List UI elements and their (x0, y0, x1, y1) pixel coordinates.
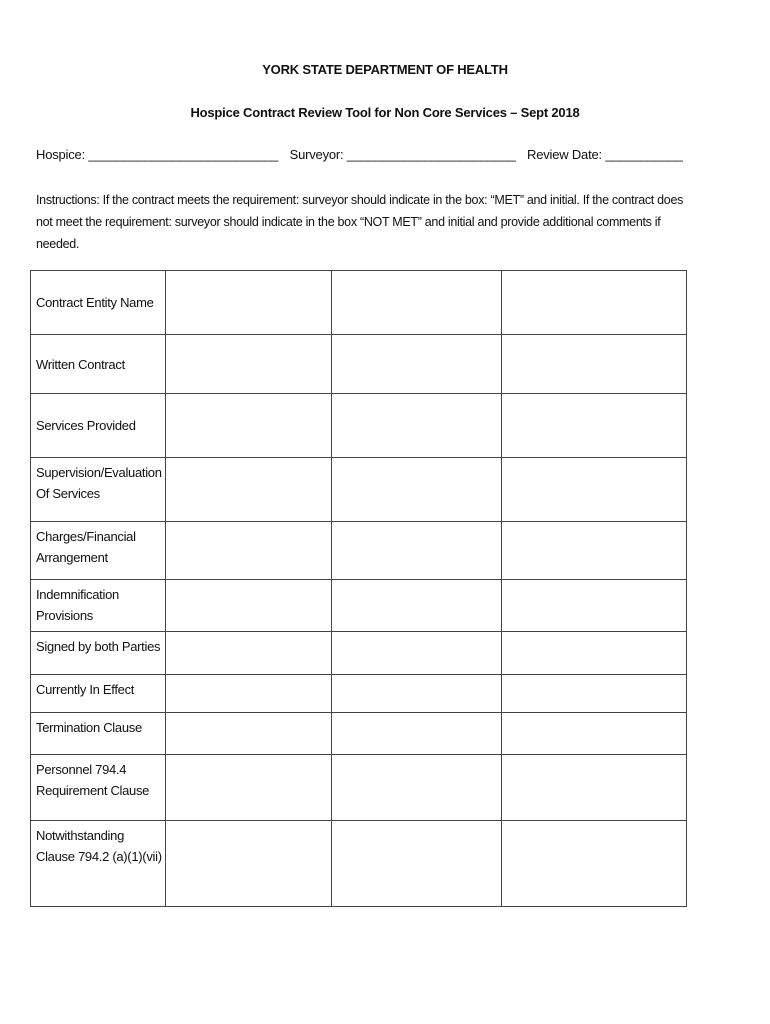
row-label: Currently In Effect (31, 675, 166, 713)
table-row (31, 755, 687, 821)
table-cell[interactable] (502, 522, 687, 580)
table-cell[interactable] (166, 755, 332, 821)
hospice-field[interactable]: Hospice: ___________________________ (36, 147, 279, 162)
table-cell[interactable] (502, 394, 687, 458)
table-row (31, 335, 687, 394)
table-row (31, 394, 687, 458)
row-label: Written Contract (31, 335, 166, 394)
row-label: Personnel 794.4 Requirement Clause (31, 755, 166, 821)
table-cell[interactable] (166, 522, 332, 580)
table-cell[interactable] (166, 632, 332, 675)
table-cell[interactable] (332, 271, 502, 335)
table-cell[interactable] (502, 713, 687, 755)
header-fields (36, 147, 736, 162)
row-label: Notwithstanding Clause 794.2 (a)(1)(vii) (31, 821, 166, 907)
row-label: Signed by both Parties (31, 632, 166, 675)
table-row (31, 580, 687, 632)
row-label: Contract Entity Name (31, 271, 166, 335)
contract-review-table (30, 270, 687, 907)
table-cell[interactable] (166, 271, 332, 335)
row-label: Termination Clause (31, 713, 166, 755)
table-row (31, 522, 687, 580)
table-cell[interactable] (332, 632, 502, 675)
document-title: YORK STATE DEPARTMENT OF HEALTH (262, 62, 508, 77)
row-label: Services Provided (31, 394, 166, 458)
table-cell[interactable] (166, 713, 332, 755)
table-cell[interactable] (166, 580, 332, 632)
table-row (31, 713, 687, 755)
table-cell[interactable] (332, 755, 502, 821)
table-cell[interactable] (332, 522, 502, 580)
table-cell[interactable] (502, 580, 687, 632)
table-cell[interactable] (166, 821, 332, 907)
table-cell[interactable] (332, 675, 502, 713)
document-subtitle: Hospice Contract Review Tool for Non Core Services – Sept 2018 (190, 105, 580, 120)
table-cell[interactable] (166, 335, 332, 394)
table-cell[interactable] (502, 271, 687, 335)
table-cell[interactable] (332, 713, 502, 755)
table-cell[interactable] (332, 458, 502, 522)
table-row (31, 271, 687, 335)
table-row (31, 632, 687, 675)
table-cell[interactable] (502, 675, 687, 713)
table-cell[interactable] (332, 580, 502, 632)
table-cell[interactable] (332, 335, 502, 394)
row-label: Indemnification Provisions (31, 580, 166, 632)
table-row (31, 675, 687, 713)
table-cell[interactable] (502, 632, 687, 675)
table-row (31, 821, 687, 907)
review-date-field[interactable]: Review Date: ___________ (527, 147, 683, 162)
table-cell[interactable] (166, 458, 332, 522)
surveyor-field[interactable]: Surveyor: ________________________ (289, 147, 516, 162)
instructions-text: Instructions: If the contract meets the requirement: surveyor should indicate in the box: “MET” and initial. If the contract does not meet the requirement: surveyor should indicate in the box “NOT MET” and initial and provide additional comments if needed. (36, 193, 684, 251)
table-cell[interactable] (332, 821, 502, 907)
table-cell[interactable] (502, 335, 687, 394)
table-cell[interactable] (332, 394, 502, 458)
table-cell[interactable] (502, 458, 687, 522)
table-cell[interactable] (502, 821, 687, 907)
row-label: Charges/Financial Arrangement (31, 522, 166, 580)
table-cell[interactable] (166, 675, 332, 713)
row-label: Supervision/Evaluation Of Services (31, 458, 166, 522)
table-cell[interactable] (166, 394, 332, 458)
table-cell[interactable] (502, 755, 687, 821)
table-row (31, 458, 687, 522)
